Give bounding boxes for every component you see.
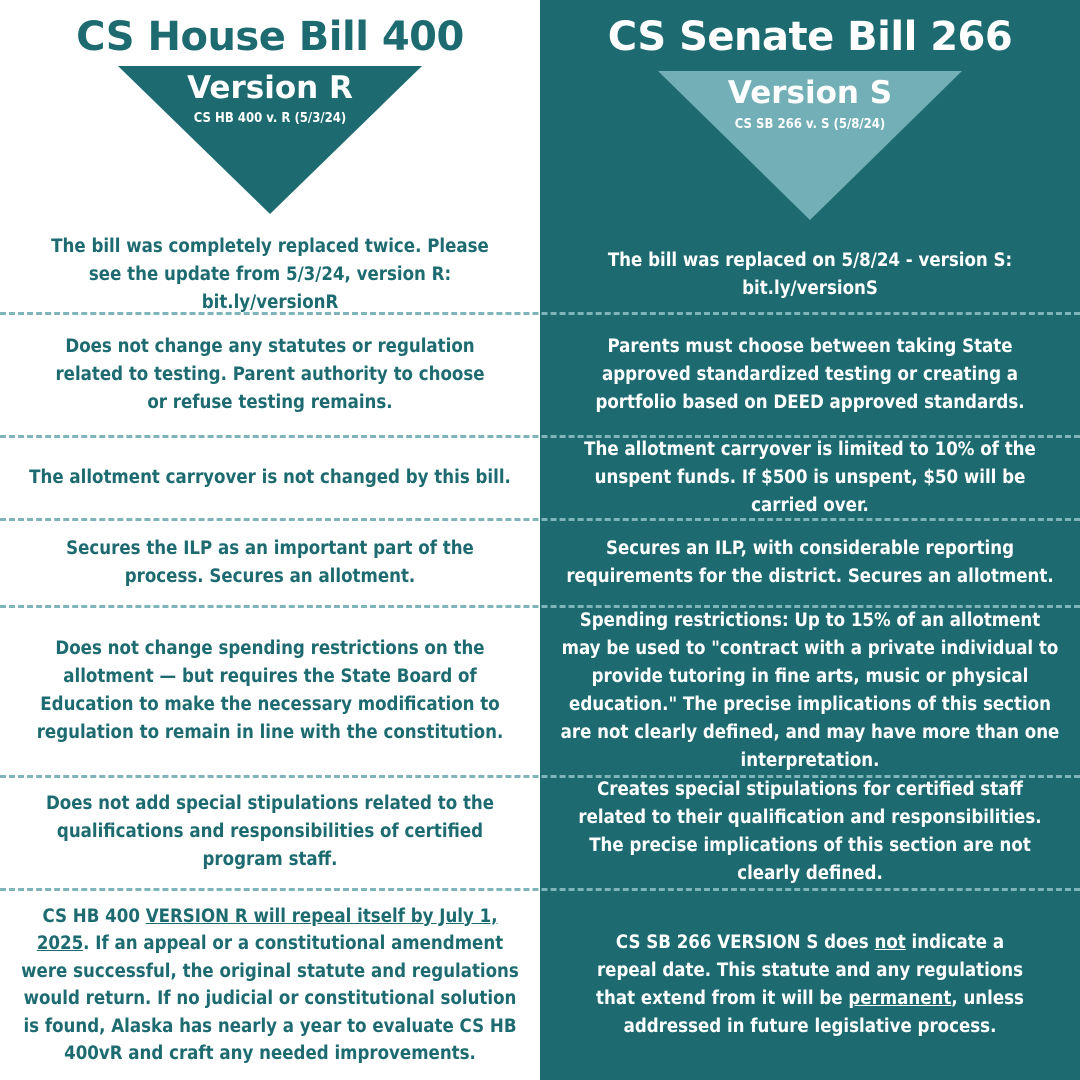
senate-bill-title: CS Senate Bill 266 bbox=[607, 14, 1013, 60]
version-r-sublabel: CS HB 400 v. R (5/3/24) bbox=[193, 111, 347, 126]
version-r-label: Version R bbox=[187, 70, 353, 106]
left-row-4: Secures the ILP as an important part of the process. Secures an allotment. bbox=[66, 538, 474, 587]
repeal-date-underlined: VERSION R will repeal itself by July 1, 2025 bbox=[36, 905, 498, 954]
left-row-5: Does not change spending restrictions on the allotment — but requires the State Board of Education to make the necessary modification to regulation to remain in line with the constitution. bbox=[36, 638, 504, 743]
permanent-underlined: permanent bbox=[848, 988, 952, 1009]
version-s-sublabel: CS SB 266 v. S (5/8/24) bbox=[734, 117, 886, 132]
left-row-6: Does not add special stipulations related to the qualifications and responsibilities of certified program staff. bbox=[45, 793, 495, 870]
right-row-6: Creates special stipulations for certified staff related to their qualification and responsibilities. The precise implications of this section are not clearly defined. bbox=[578, 779, 1042, 884]
right-row-3: The allotment carryover is limited to 10% of the unspent funds. If $500 is unspent, $50 will be carried over. bbox=[584, 439, 1036, 516]
version-s-label: Version S bbox=[727, 75, 893, 111]
right-row-4: Secures an ILP, with considerable reporting requirements for the district. Secures an allotment. bbox=[566, 538, 1054, 587]
row-divider bbox=[0, 888, 1080, 891]
left-row-7: CS HB 400 VERSION R will repeal itself by July 1, 2025. If an appeal or a constitutional amendment were successful, the original statute and regulations would return. If no judicial or constitutional solution is found, Alaska has nearly a year to evaluate CS HB 400vR and craft any needed improvements. bbox=[21, 905, 519, 1064]
not-underlined: not bbox=[874, 932, 906, 953]
row-divider bbox=[0, 518, 1080, 521]
right-row-2: Parents must choose between taking State approved standardized testing or creating a portfolio based on DEED approved standards. bbox=[595, 336, 1025, 413]
left-row-1: The bill was completely replaced twice. Please see the update from 5/3/24, version R: bit.ly/versionR bbox=[51, 236, 489, 313]
right-row-5: Spending restrictions: Up to 15% of an allotment may be used to "contract with a private individual to provide tutoring in fine arts, music or physical education." The precise implications of this section are not clearly defined, and may have more than one interpretation. bbox=[560, 610, 1060, 771]
right-row-1: The bill was replaced on 5/8/24 - version S: bit.ly/versionS bbox=[607, 250, 1013, 299]
left-row-3: The allotment carryover is not changed by this bill. bbox=[29, 467, 511, 488]
house-bill-title: CS House Bill 400 bbox=[76, 14, 464, 60]
right-row-7: CS SB 266 VERSION S does not indicate a repeal date. This statute and any regulations that extend from it will be permanent, unless addressed in future legislative process. bbox=[596, 932, 1024, 1037]
left-row-2: Does not change any statutes or regulation related to testing. Parent authority to choose or refuse testing remains. bbox=[55, 336, 485, 413]
row-divider bbox=[0, 312, 1080, 315]
